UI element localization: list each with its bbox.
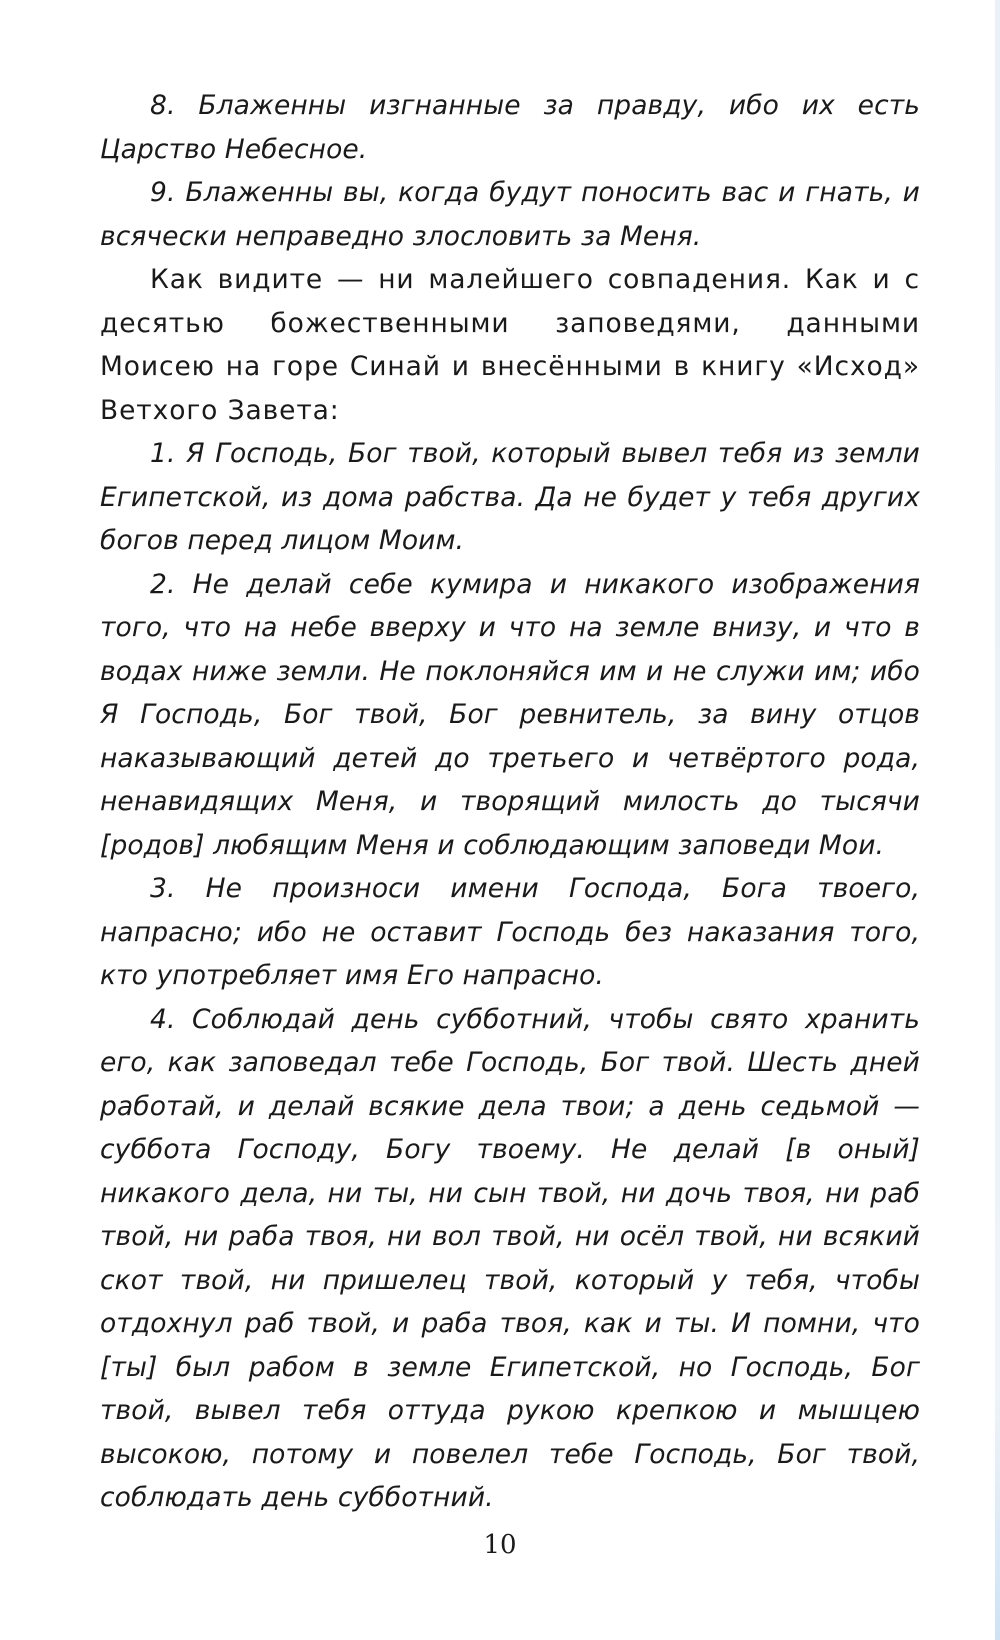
commandment-3: 3. Не произноси имени Господа, Бога твоего, напрасно; ибо не оставит Господь без наказания того, кто употребляет имя Его напрасно. xyxy=(100,873,920,991)
commandment-4: 4. Соблюдай день субботний, чтобы свято хранить его, как заповедал тебе Господь, Бог твой. Шесть дней работай, и делай всякие дела твои; а день седьмой — суббота Господу, Богу твоему. Не делай [в оный] никакого дела, ни ты, ни сын твой, ни дочь твоя, ни раб твой, ни раба твоя, ни вол твой, ни осёл твой, ни всякий скот твой, ни пришелец твой, который у тебя, чтобы отдохнул раб твой, и раба твоя, как и ты. И помни, что [ты] был рабом в земле Египетской, но Господь, Бог твой, вывел тебя оттуда рукою крепкою и мышцею высокою, потому и повелел тебе Господь, Бог твой, соблюдать день субботний. xyxy=(100,1003,920,1513)
commentary-paragraph: Как видите — ни малейшего совпадения. Как и с десятью божественными заповедями, данными Моисею на горе Синай и внесёнными в книгу «Исход» Ветхого Завета: xyxy=(100,264,920,426)
beatitude-8: 8. Блаженны изгнанные за правду, ибо их есть Царство Небесное. xyxy=(100,90,920,165)
page-number: 10 xyxy=(483,1530,517,1560)
page-edge-shadow xyxy=(995,0,1000,1640)
page-text-body xyxy=(100,84,920,1520)
commandment-2: 2. Не делай себе кумира и никакого изображения того, что на небе вверху и что на земле внизу, и что в водах ниже земли. Не поклоняйся им и не служи им; ибо Я Господь, Бог твой, Бог ревнитель, за вину отцов наказывающий детей до третьего и четвёртого рода, ненавидящих Меня, и творящий милость до тысячи [родов] любящим Меня и соблюдающим заповеди Мои. xyxy=(100,568,920,861)
beatitude-9: 9. Блаженны вы, когда будут поносить вас и гнать, и всячески неправедно злословить за Меня. xyxy=(100,177,920,252)
commandment-1: 1. Я Господь, Бог твой, который вывел тебя из земли Египетской, из дома рабства. Да не будет у тебя других богов перед лицом Моим. xyxy=(100,438,920,556)
